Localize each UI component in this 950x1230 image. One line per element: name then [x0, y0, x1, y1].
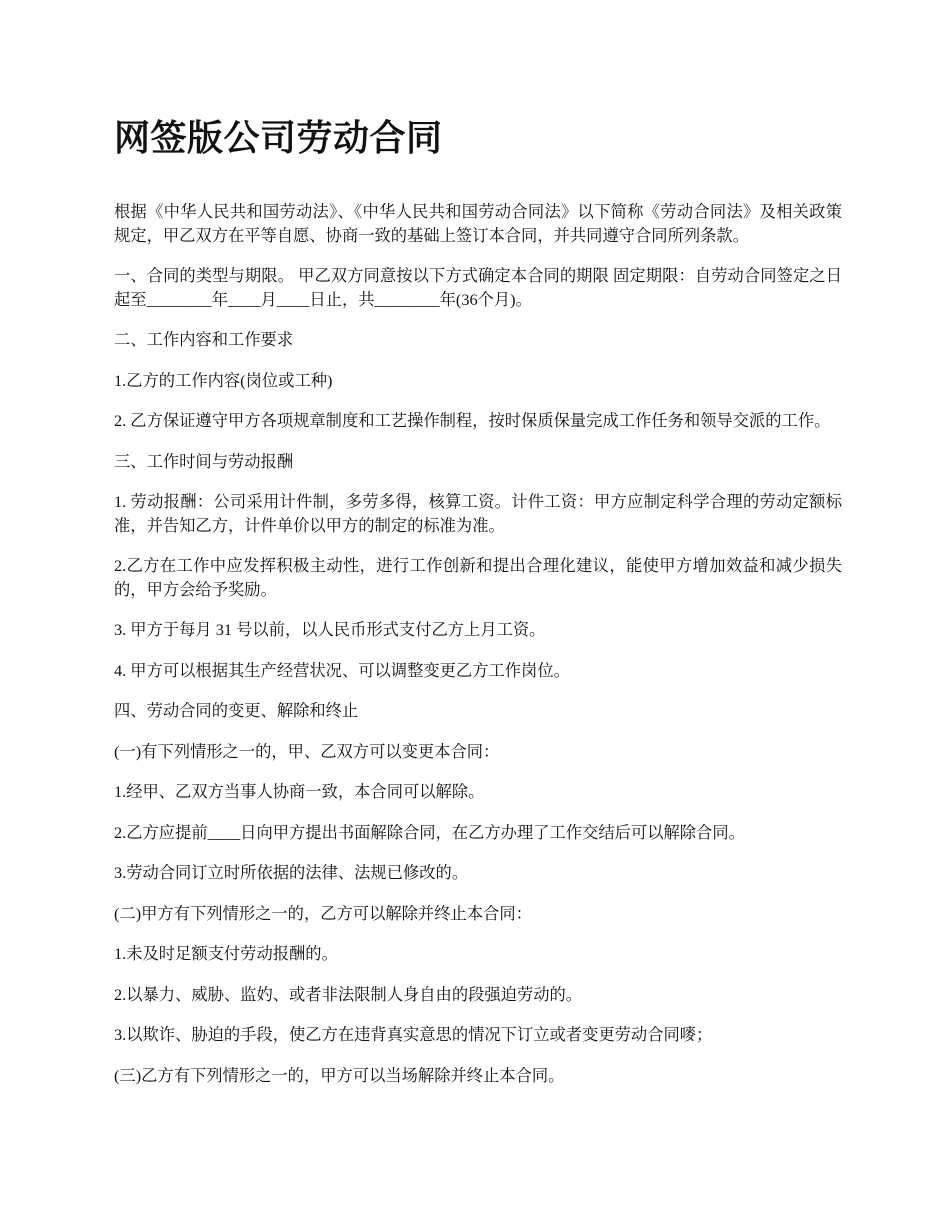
subheading-employer-termination: (三)乙方有下列情形之一的，甲方可以当场解除并终止本合同。 [114, 1065, 565, 1085]
paragraph-change-2: 2.乙方应提前____日向甲方提出书面解除合同，在乙方办理了工作交结后可以解除合同。 [114, 822, 745, 842]
heading-work-content: 二、工作内容和工作要求 [114, 330, 294, 349]
heading-hours-pay: 三、工作时间与劳动报酬 [114, 451, 294, 471]
paragraph-pay-2: 2.乙方在工作中应发挥积极主动性，进行工作创新和提出合理化建议，能使甲方增加效益和减少损失的，甲方会给予奖励。 [114, 556, 842, 599]
paragraph-work-content-2: 2. 乙方保证遵守甲方各项规章制度和工艺操作制程，按时保质保量完成工作任务和领导交派的工作。 [114, 411, 831, 430]
paragraph-preamble: 根据《中华人民共和国劳动法》、《中华人民共和国劳动合同法》以下简称《劳动合同法》及相关政策规定，甲乙双方在平等自愿、协商一致的基础上签订本合同，并共同遵守合同所列条款。 [114, 202, 842, 245]
paragraph-work-content-1: 1.乙方的工作内容(岗位或工种) [114, 370, 333, 390]
paragraph-pay-1: 1. 劳动报酬：公司采用计件制，多劳多得，核算工资。计件工资：甲方应制定科学合理的劳动定额标准，并告知乙方，计件单价以甲方的制定的标准为准。 [114, 492, 842, 535]
paragraph-contract-term: 一、合同的类型与期限。 甲乙双方同意按以下方式确定本合同的期限 固定期限：自劳动合同签定之日起至________年____月____日止，共________年(36个月)。 [114, 266, 842, 309]
paragraph-change-1: 1.经甲、乙双方当事人协商一致，本合同可以解除。 [114, 782, 485, 801]
document-page [114, 112, 842, 1104]
paragraph-pay-3: 3. 甲方于每月 31 号以前，以人民币形式支付乙方上月工资。 [114, 620, 546, 639]
paragraph-change-3: 3.劳动合同订立时所依据的法律、法规已修改的。 [114, 863, 469, 882]
paragraph-employee-termination-1: 1.未及时足额支付劳动报酬的。 [114, 944, 338, 963]
subheading-change: (一)有下列情形之一的，甲、乙双方可以变更本合同： [114, 741, 500, 761]
paragraph-pay-4: 4. 甲方可以根据其生产经营状况、可以调整变更乙方工作岗位。 [114, 660, 570, 680]
subheading-employee-termination: (二)甲方有下列情形之一的，乙方可以解除并终止本合同： [114, 903, 532, 923]
paragraph-employee-termination-3: 3.以欺诈、胁迫的手段，使乙方在违背真实意思的情况下订立或者变更劳动合同嘜； [114, 1025, 713, 1044]
heading-change-termination: 四、劳动合同的变更、解除和终止 [114, 701, 359, 720]
document-title: 网签版公司劳动合同 [114, 118, 443, 158]
paragraph-employee-termination-2: 2.以暴力、威胁、监妁、或者非法限制人身自由的段强迫劳动的。 [114, 984, 583, 1004]
